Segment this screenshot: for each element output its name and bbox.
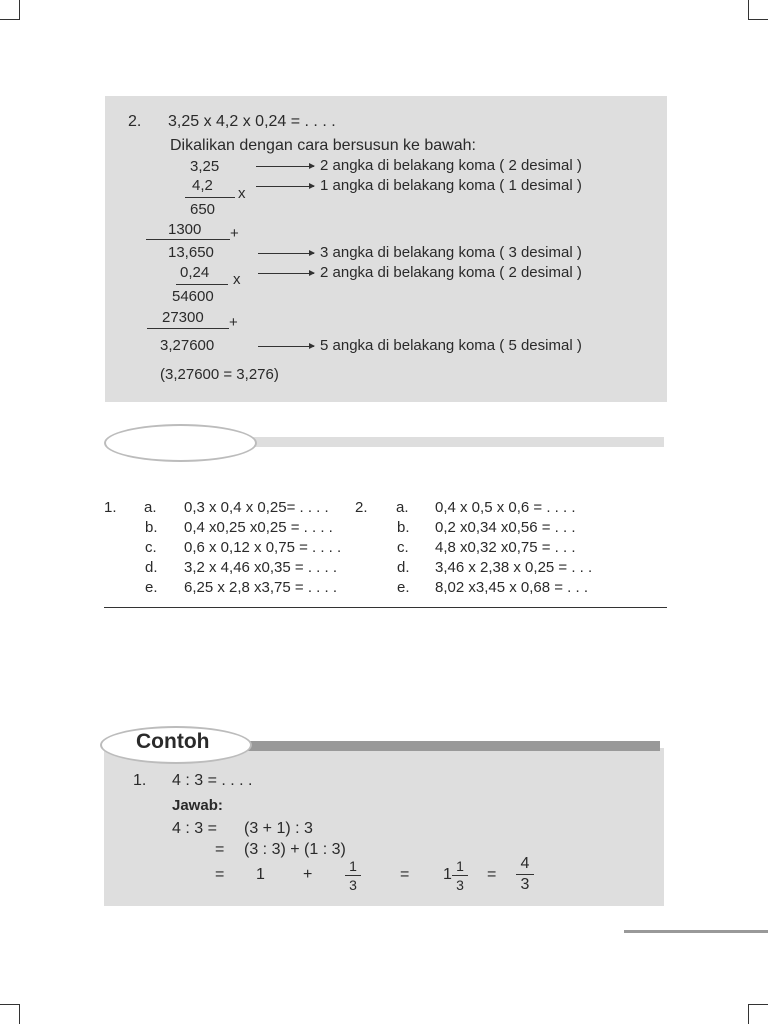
intermediate-result: 13,650 [168, 244, 214, 261]
multiplier: 4,2 [192, 177, 213, 194]
multiplier-2: 0,24 [180, 264, 210, 281]
conclusion: (3,27600 = 3,276) [160, 366, 279, 383]
exercise-1-number: 1. [104, 499, 117, 516]
crop-mark-bottom-right-v [748, 1004, 749, 1024]
list-item-expr: 4,8 x0,32 x0,75 = . . . [435, 539, 576, 556]
note-5: 5 angka di belakang koma ( 5 desimal ) [320, 337, 582, 354]
fraction-numerator: 1 [456, 858, 464, 874]
equals-sign: = [215, 841, 225, 858]
fraction-one-third [345, 858, 361, 893]
arrow-icon [258, 273, 314, 274]
solution-line-2: (3 : 3) + (1 : 3) [244, 841, 346, 858]
arrow-icon [256, 186, 314, 187]
crop-mark-bottom-left-v [19, 1004, 20, 1024]
mixed-whole: 1 [443, 866, 452, 883]
list-item-letter: d. [397, 559, 410, 576]
underline [146, 239, 230, 240]
list-item-expr: 3,2 x 4,46 x0,35 = . . . . [184, 559, 338, 576]
fraction-four-thirds [516, 855, 534, 894]
final-result: 3,27600 [160, 337, 215, 354]
page-footer-rule [624, 930, 768, 933]
partial-product-1: 650 [190, 201, 216, 218]
equals-sign: = [487, 866, 497, 883]
crop-mark-top-left-v [19, 0, 20, 20]
list-item-expr: 0,6 x 0,12 x 0,75 = . . . . [184, 539, 342, 556]
problem-expression: 3,25 x 4,2 x 0,24 = . . . . [168, 113, 336, 130]
plus-sign: + [303, 866, 313, 883]
list-item-expr: 0,2 x0,34 x0,56 = . . . [435, 519, 576, 536]
list-item-letter: a. [144, 499, 157, 516]
instruction-text: Dikalikan dengan cara bersusun ke bawah: [170, 137, 476, 154]
list-item-expr: 0,3 x 0,4 x 0,25= . . . . [184, 499, 329, 516]
underline [147, 328, 229, 329]
contoh-header-bar [240, 741, 660, 751]
exercise-header-bar [245, 437, 664, 447]
exercise-divider [104, 607, 667, 608]
times-sign: x [233, 271, 241, 288]
list-item-letter: b. [397, 519, 410, 536]
underline [185, 197, 235, 198]
whole-one: 1 [256, 866, 265, 883]
problem-number: 2. [128, 113, 142, 130]
arrow-icon [258, 346, 314, 347]
crop-mark-bottom-left-h [0, 1004, 20, 1005]
list-item-expr: 0,4 x0,25 x0,25 = . . . . [184, 519, 333, 536]
note-3: 3 angka di belakang koma ( 3 desimal ) [320, 244, 582, 261]
arrow-icon [258, 253, 314, 254]
exercise-2-number: 2. [355, 499, 368, 516]
fraction-numerator: 1 [349, 858, 357, 874]
multiplicand: 3,25 [190, 158, 220, 175]
note-4: 2 angka di belakang koma ( 2 desimal ) [320, 264, 582, 281]
exercise-header-oval [104, 424, 257, 462]
fraction-mixed-part [452, 858, 468, 893]
crop-mark-top-right-v [748, 0, 749, 20]
list-item-letter: e. [145, 579, 158, 596]
crop-mark-top-left-h [0, 19, 20, 20]
partial-product-2: 1300 [168, 221, 202, 238]
note-2: 1 angka di belakang koma ( 1 desimal ) [320, 177, 582, 194]
crop-mark-top-right-h [748, 19, 768, 20]
list-item-expr: 6,25 x 2,8 x3,75 = . . . . [184, 579, 338, 596]
list-item-expr: 8,02 x3,45 x 0,68 = . . . [435, 579, 589, 596]
contoh-number: 1. [133, 772, 147, 789]
equals-sign: = [215, 866, 225, 883]
contoh-heading: Contoh [136, 730, 210, 753]
fraction-denominator: 3 [520, 876, 530, 893]
contoh-problem: 4 : 3 = . . . . [172, 772, 253, 789]
list-item-letter: d. [145, 559, 158, 576]
underline [176, 284, 228, 285]
list-item-letter: c. [397, 539, 409, 556]
times-sign: x [238, 185, 246, 202]
fraction-numerator: 4 [520, 855, 530, 872]
partial-product-3: 54600 [172, 288, 214, 305]
list-item-letter: e. [397, 579, 410, 596]
solution-line-1-right: (3 + 1) : 3 [244, 820, 313, 837]
list-item-letter: a. [396, 499, 409, 516]
list-item-expr: 0,4 x 0,5 x 0,6 = . . . . [435, 499, 576, 516]
list-item-expr: 3,46 x 2,38 x 0,25 = . . . [435, 559, 593, 576]
arrow-icon [256, 166, 314, 167]
fraction-denominator: 3 [349, 877, 357, 893]
jawab-label: Jawab: [172, 797, 223, 814]
solution-line-1-left: 4 : 3 = [172, 820, 217, 837]
plus-sign: + [229, 314, 238, 331]
partial-product-4: 27300 [162, 309, 204, 326]
plus-sign: + [230, 225, 239, 242]
list-item-letter: c. [145, 539, 157, 556]
crop-mark-bottom-right-h [748, 1004, 768, 1005]
equals-sign: = [400, 866, 410, 883]
note-1: 2 angka di belakang koma ( 2 desimal ) [320, 157, 582, 174]
list-item-letter: b. [145, 519, 158, 536]
fraction-denominator: 3 [456, 877, 464, 893]
